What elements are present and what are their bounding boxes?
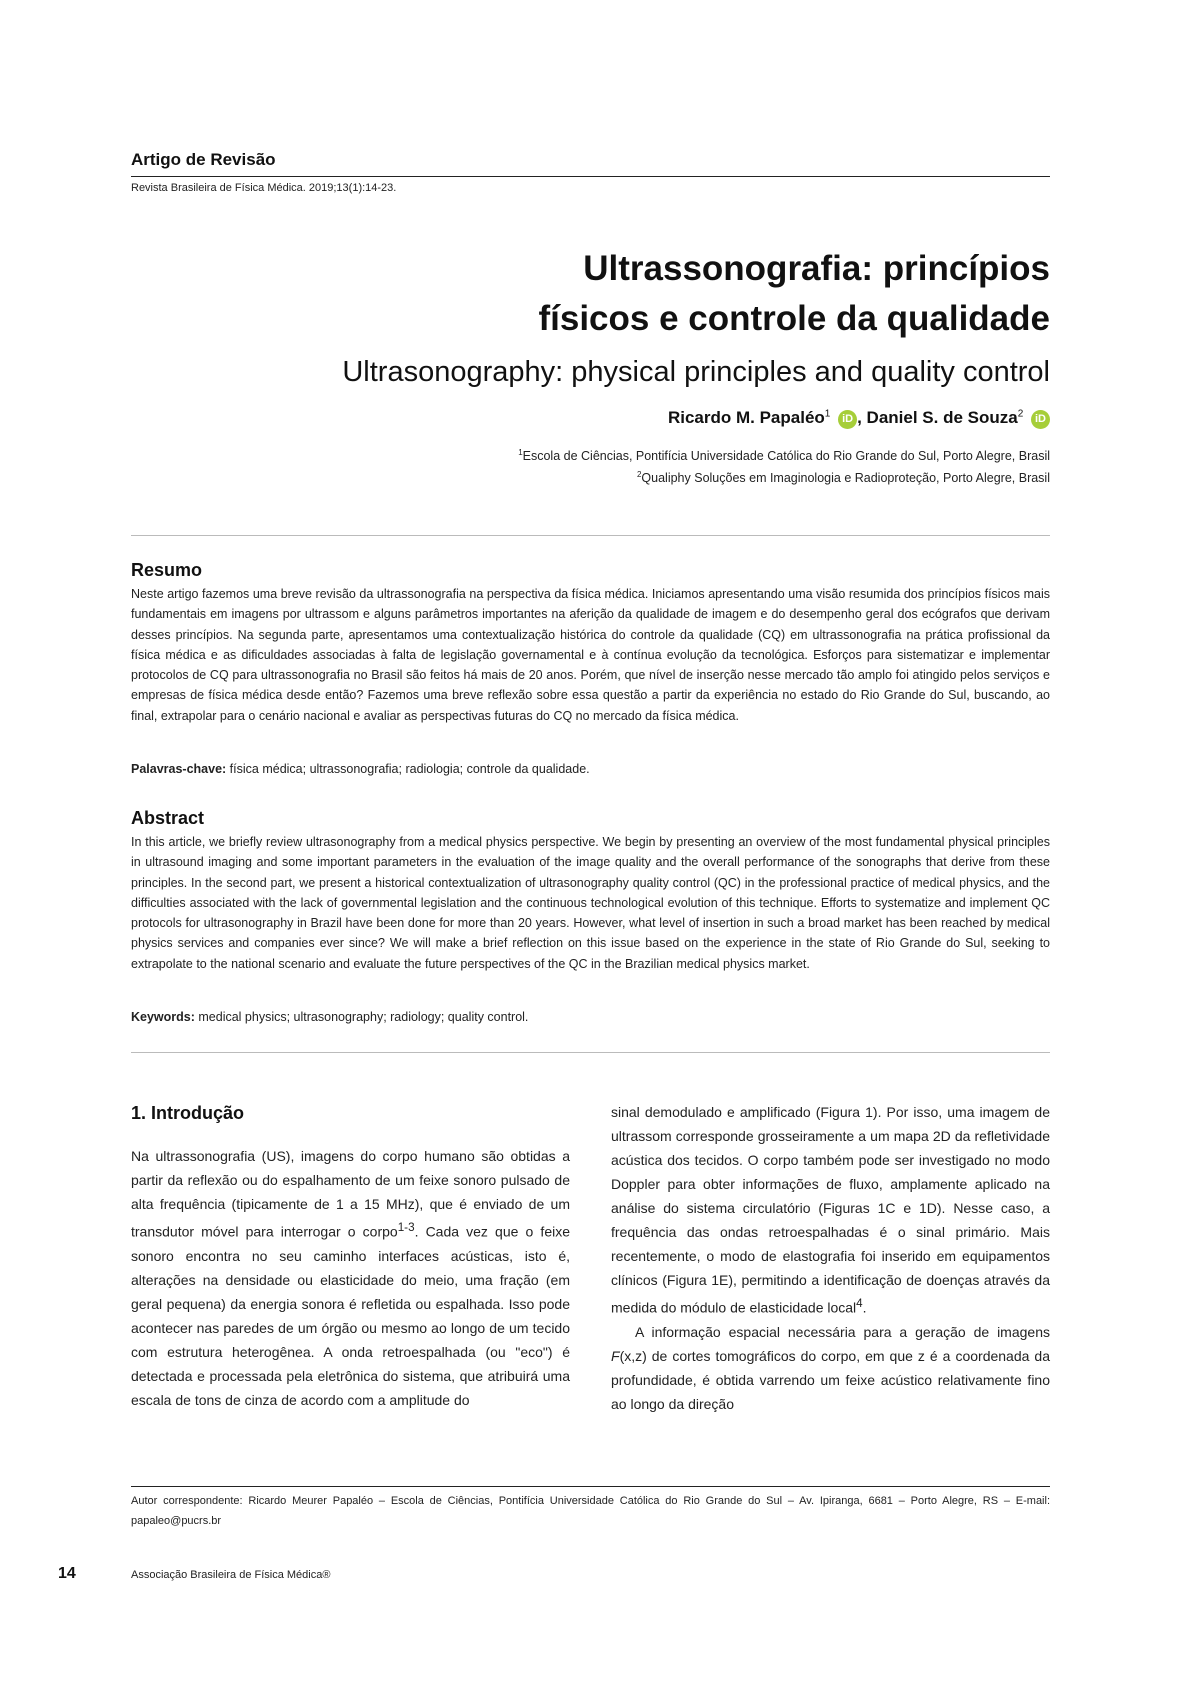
author-2-affiliation-mark: 2: [1017, 408, 1024, 420]
abstract-heading: Abstract: [131, 808, 205, 828]
body-column-right: [611, 1100, 1050, 1416]
keywords-label: Keywords:: [131, 1010, 195, 1024]
publisher-footer: Associação Brasileira de Física Médica®: [131, 1569, 331, 1581]
abstract-keywords: [131, 1010, 1050, 1024]
author-1-affiliation-mark: 1: [824, 408, 831, 420]
article-subtitle: Ultrasonography: physical principles and quality control: [342, 356, 1050, 388]
title-line-2: físicos e controle da qualidade: [538, 299, 1050, 338]
math-symbol: F: [611, 1347, 620, 1364]
text-run: . Cada vez que o feixe sonoro encontra no seu caminho interfaces acústicas, isto é, alterações na densidade ou elasticidade do meio, uma fração (em geral pequena) da energia sonora é refletida ou espalhada. Isso pode acontecer nas paredes de um órgão ou mesmo ao longo de um tecido com estrutura heterogênea. A onda retroespalhada (ou "eco") é detectada e processada pela eletrônica do sistema, que atribuirá uma escala de tons de cinza de acordo com a amplitude do: [131, 1223, 570, 1408]
divider: [131, 535, 1050, 536]
intro-paragraph-1-cont: [611, 1100, 1050, 1320]
affiliation-1-mark: 1: [518, 448, 523, 457]
page-number: 14: [58, 1565, 76, 1582]
resumo-text: Neste artigo fazemos uma breve revisão da ultrassonografia na perspectiva da física médica. Iniciamos apresentando uma visão resumida dos princípios físicos mais fundamentais em imagens por ultrassom e alguns parâmetros importantes na aferição da qualidade de imagem e do desempenho geral dos ecógrafos que derivam desses princípios. Na segunda parte, apresentamos uma contextualização histórica do controle da qualidade (CQ) em ultrassonografia na prática profissional da física médica e as dificuldades associadas à falta de legislação governamental e à contínua evolução da tecnológica. Esforços para sistematizar e implementar protocolos de CQ para ultrassonografia no Brasil são feitos há mais de 20 anos. Porém, que nível de inserção nesse mercado tão amplo foi atingido pelos serviços e empresas de física médica desde então? Fazemos uma breve reflexão sobre essa questão a partir da experiência no estado do Rio Grande do Sul, buscando, ao final, extrapolar para o cenário nacional e avaliar as perspectivas futuras do CQ no mercado da física médica.: [131, 587, 1050, 723]
title-line-1: Ultrassonografia: princípios: [583, 249, 1050, 288]
corresponding-author-note: Autor correspondente: Ricardo Meurer Papaléo – Escola de Ciências, Pontifícia Universidade Católica do Rio Grande do Sul – Av. Ipiranga, 6681 – Porto Alegre, RS – E-mail: papaleo@pucrs.br: [131, 1495, 1050, 1527]
citation: 1-3: [397, 1221, 415, 1234]
intro-heading: 1. Introdução: [131, 1103, 245, 1123]
orcid-icon[interactable]: iD: [1031, 410, 1050, 429]
intro-paragraph-2: [611, 1320, 1050, 1416]
divider: [131, 1052, 1050, 1053]
author-list: [250, 408, 1050, 429]
article-title: [250, 244, 1050, 344]
section-label: Artigo de Revisão: [131, 150, 276, 169]
text-run: sinal demodulado e amplificado (Figura 1). Por isso, uma imagem de ultrassom corresponde grosseiramente a um mapa 2D da refletividade acústica dos tecidos. O corpo também pode ser investigado no modo Doppler para obter informações de fluxo, amplamente aplicado na análise do sistema circulatório (Figuras 1C e 1D). Nesse caso, a frequência das ondas retroespalhadas é o sinal primário. Mais recentemente, o modo de elastografia foi inserido em equipamentos clínicos (Figura 1E), permitindo a identificação de doenças através da medida do módulo de elasticidade local: [611, 1104, 1050, 1316]
keywords-list: física médica; ultrassonografia; radiologia; controle da qualidade.: [226, 762, 590, 776]
header-rule: [131, 176, 1050, 177]
citation: 4: [856, 1297, 863, 1310]
resumo-heading: Resumo: [131, 560, 203, 580]
journal-reference: Revista Brasileira de Física Médica. 2019;13(1):14-23.: [131, 182, 397, 194]
author-separator: ,: [857, 408, 867, 427]
text-run: (x,z) de cortes tomográficos do corpo, em que z é a coordenada da profundidade, é obtida varrendo um feixe acústico relativamente fino ao longo da direção: [611, 1347, 1050, 1412]
intro-paragraph-1: [131, 1144, 570, 1412]
author-2-name: Daniel S. de Souza: [866, 408, 1018, 427]
text-run: Na ultrassonografia (US), imagens do corpo humano são obtidas a partir da reflexão ou do espalhamento de um feixe sonoro pulsado de alta frequência (tipicamente de 1 a 15 MHz), que é enviado de um transdutor móvel para interrogar o corpo: [131, 1148, 570, 1240]
orcid-icon[interactable]: iD: [838, 410, 857, 429]
text-run: A informação espacial necessária para a geração de imagens: [635, 1323, 1050, 1340]
affiliation-2-text: Qualiphy Soluções em Imaginologia e Radioproteção, Porto Alegre, Brasil: [641, 471, 1050, 486]
affiliation-2-mark: 2: [636, 470, 642, 479]
author-1-name: Ricardo M. Papaléo: [667, 408, 825, 427]
affiliation-1: [250, 448, 1050, 463]
body-column-left: [131, 1144, 570, 1412]
affiliation-2: [250, 470, 1050, 485]
keywords-label: Palavras-chave:: [131, 762, 227, 776]
text-run: .: [862, 1299, 867, 1316]
keywords-list: medical physics; ultrasonography; radiology; quality control.: [194, 1010, 529, 1024]
resumo-keywords: [131, 762, 1050, 776]
abstract-text: In this article, we briefly review ultrasonography from a medical physics perspective. We begin by presenting an overview of the most fundamental physical principles in ultrasound imaging and some important parameters in the evaluation of the image quality and the overall performance of the sonographs that derive from these principles. In the second part, we present a historical contextualization of ultrasonography quality control (QC) in the professional practice of medical physics, and the difficulties associated with the lack of governmental legislation and the continuous technological evolution of this technique. Efforts to systematize and implement QC protocols for ultrasonography in Brazil have been done for more than 20 years. However, what level of insertion in such a broad market has been reached by medical physics services and companies ever since? We will make a brief reflection on this issue based on the experience in the state of Rio Grande do Sul, seeking to extrapolate to the national scenario and evaluate the future perspectives of the QC in the Brazilian medical physics market.: [131, 835, 1050, 971]
footnote-rule: [131, 1486, 1050, 1487]
affiliation-1-text: Escola de Ciências, Pontifícia Universidade Católica do Rio Grande do Sul, Porto Alegre, Brasil: [522, 449, 1050, 464]
